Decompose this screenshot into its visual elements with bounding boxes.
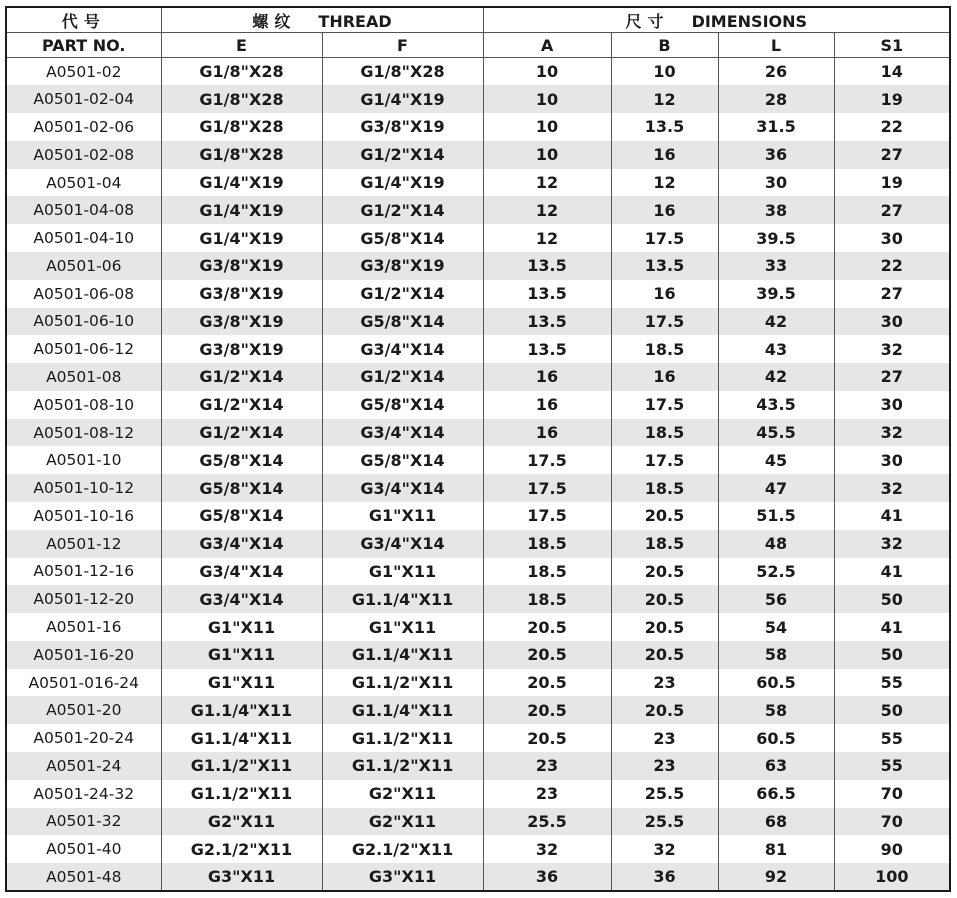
cell-dim-a: 18.5: [483, 558, 611, 586]
table-row: [6, 724, 950, 752]
cell-dim-l: 58: [718, 641, 834, 669]
cell-dim-a: 20.5: [483, 696, 611, 724]
cell-dim-l: 42: [718, 363, 834, 391]
cell-part-no: A0501-10-12: [6, 474, 161, 502]
header-column-row: [6, 33, 950, 58]
header-dimensions: [483, 7, 950, 33]
cell-thread-e: G1"X11: [161, 613, 322, 641]
cell-part-no: A0501-16-20: [6, 641, 161, 669]
cell-dim-b: 18.5: [611, 419, 718, 447]
cell-thread-f: G5/8"X14: [322, 391, 483, 419]
cell-dim-a: 20.5: [483, 641, 611, 669]
cell-thread-f: G3"X11: [322, 863, 483, 891]
cell-thread-e: G3/4"X14: [161, 585, 322, 613]
table-row: [6, 169, 950, 197]
cell-dim-b: 13.5: [611, 113, 718, 141]
cell-dim-a: 13.5: [483, 335, 611, 363]
header-col-b: B: [611, 33, 718, 58]
cell-dim-l: 31.5: [718, 113, 834, 141]
cell-dim-a: 23: [483, 752, 611, 780]
cell-thread-e: G1.1/4"X11: [161, 696, 322, 724]
cell-dim-a: 10: [483, 58, 611, 86]
cell-dim-l: 45: [718, 446, 834, 474]
cell-dim-s1: 70: [834, 780, 950, 808]
cell-thread-e: G1"X11: [161, 669, 322, 697]
cell-dim-s1: 32: [834, 474, 950, 502]
cell-dim-l: 68: [718, 808, 834, 836]
cell-thread-e: G3/8"X19: [161, 308, 322, 336]
cell-dim-l: 66.5: [718, 780, 834, 808]
cell-thread-e: G2.1/2"X11: [161, 835, 322, 863]
cell-thread-f: G2.1/2"X11: [322, 835, 483, 863]
cell-dim-s1: 50: [834, 696, 950, 724]
cell-dim-a: 18.5: [483, 585, 611, 613]
cell-dim-l: 58: [718, 696, 834, 724]
table-row: [6, 752, 950, 780]
cell-dim-a: 13.5: [483, 308, 611, 336]
table-row: [6, 780, 950, 808]
cell-dim-s1: 50: [834, 641, 950, 669]
cell-part-no: A0501-40: [6, 835, 161, 863]
cell-dim-s1: 27: [834, 280, 950, 308]
cell-dim-a: 17.5: [483, 446, 611, 474]
cell-thread-e: G1/4"X19: [161, 169, 322, 197]
header-thread: [161, 7, 483, 33]
cell-dim-s1: 70: [834, 808, 950, 836]
cell-thread-e: G1"X11: [161, 641, 322, 669]
header-dim-cn: 尺寸: [625, 11, 670, 31]
table-row: [6, 85, 950, 113]
cell-dim-a: 20.5: [483, 724, 611, 752]
cell-part-no: A0501-24-32: [6, 780, 161, 808]
cell-dim-s1: 27: [834, 196, 950, 224]
table-row: [6, 113, 950, 141]
table-row: [6, 641, 950, 669]
cell-thread-f: G2"X11: [322, 808, 483, 836]
header-col-f: F: [322, 33, 483, 58]
cell-dim-s1: 55: [834, 752, 950, 780]
header-code-cn: 代号: [6, 7, 161, 33]
table-row: [6, 808, 950, 836]
cell-thread-f: G1.1/2"X11: [322, 752, 483, 780]
cell-dim-a: 17.5: [483, 502, 611, 530]
cell-thread-f: G1.1/2"X11: [322, 669, 483, 697]
cell-dim-b: 20.5: [611, 696, 718, 724]
table-row: [6, 613, 950, 641]
cell-dim-s1: 30: [834, 446, 950, 474]
cell-part-no: A0501-10-16: [6, 502, 161, 530]
table-row: [6, 335, 950, 363]
cell-thread-f: G3/4"X14: [322, 530, 483, 558]
cell-thread-f: G1/2"X14: [322, 196, 483, 224]
cell-dim-l: 28: [718, 85, 834, 113]
cell-thread-e: G3/4"X14: [161, 530, 322, 558]
header-group-row: [6, 7, 950, 33]
table-row: [6, 669, 950, 697]
cell-part-no: A0501-08: [6, 363, 161, 391]
cell-dim-s1: 32: [834, 335, 950, 363]
cell-thread-e: G1.1/2"X11: [161, 752, 322, 780]
cell-dim-b: 36: [611, 863, 718, 891]
cell-dim-a: 20.5: [483, 613, 611, 641]
cell-thread-f: G2"X11: [322, 780, 483, 808]
cell-dim-a: 13.5: [483, 252, 611, 280]
cell-thread-e: G3/4"X14: [161, 558, 322, 586]
cell-dim-s1: 55: [834, 669, 950, 697]
cell-dim-l: 81: [718, 835, 834, 863]
cell-dim-l: 39.5: [718, 224, 834, 252]
cell-dim-a: 25.5: [483, 808, 611, 836]
cell-part-no: A0501-02-08: [6, 141, 161, 169]
table-row: [6, 530, 950, 558]
table-row: [6, 141, 950, 169]
cell-part-no: A0501-24: [6, 752, 161, 780]
cell-dim-a: 23: [483, 780, 611, 808]
cell-thread-f: G5/8"X14: [322, 224, 483, 252]
cell-part-no: A0501-48: [6, 863, 161, 891]
cell-thread-e: G1/2"X14: [161, 391, 322, 419]
cell-thread-f: G5/8"X14: [322, 446, 483, 474]
cell-dim-l: 39.5: [718, 280, 834, 308]
table-row: [6, 474, 950, 502]
cell-thread-f: G1/2"X14: [322, 280, 483, 308]
cell-part-no: A0501-02-04: [6, 85, 161, 113]
cell-dim-a: 12: [483, 196, 611, 224]
cell-dim-l: 26: [718, 58, 834, 86]
cell-part-no: A0501-04-10: [6, 224, 161, 252]
cell-dim-b: 20.5: [611, 502, 718, 530]
table-row: [6, 696, 950, 724]
cell-thread-f: G1/4"X19: [322, 169, 483, 197]
table-row: [6, 585, 950, 613]
header-dim-en: DIMENSIONS: [691, 11, 808, 31]
cell-thread-e: G5/8"X14: [161, 446, 322, 474]
cell-dim-b: 18.5: [611, 530, 718, 558]
cell-thread-e: G3/8"X19: [161, 252, 322, 280]
cell-dim-s1: 50: [834, 585, 950, 613]
header-thread-en: THREAD: [318, 11, 392, 31]
cell-part-no: A0501-16: [6, 613, 161, 641]
cell-dim-s1: 41: [834, 558, 950, 586]
cell-dim-a: 13.5: [483, 280, 611, 308]
cell-part-no: A0501-12-16: [6, 558, 161, 586]
table-row: [6, 502, 950, 530]
cell-dim-l: 30: [718, 169, 834, 197]
cell-thread-e: G3/8"X19: [161, 335, 322, 363]
cell-part-no: A0501-06-12: [6, 335, 161, 363]
cell-dim-l: 92: [718, 863, 834, 891]
cell-dim-b: 13.5: [611, 252, 718, 280]
cell-dim-b: 18.5: [611, 335, 718, 363]
cell-dim-s1: 41: [834, 502, 950, 530]
cell-dim-l: 43: [718, 335, 834, 363]
cell-thread-e: G1/2"X14: [161, 363, 322, 391]
cell-dim-s1: 32: [834, 419, 950, 447]
cell-dim-b: 23: [611, 752, 718, 780]
table-row: [6, 391, 950, 419]
cell-thread-e: G1/8"X28: [161, 113, 322, 141]
cell-part-no: A0501-06-08: [6, 280, 161, 308]
cell-dim-b: 12: [611, 169, 718, 197]
cell-dim-b: 20.5: [611, 558, 718, 586]
table-row: [6, 280, 950, 308]
cell-thread-f: G1/2"X14: [322, 363, 483, 391]
dimension-table: [5, 6, 951, 892]
table-row: [6, 863, 950, 891]
cell-dim-b: 18.5: [611, 474, 718, 502]
cell-part-no: A0501-06: [6, 252, 161, 280]
cell-thread-e: G1/4"X19: [161, 196, 322, 224]
cell-dim-l: 56: [718, 585, 834, 613]
table-row: [6, 363, 950, 391]
table-row: [6, 196, 950, 224]
cell-dim-b: 16: [611, 280, 718, 308]
cell-dim-l: 48: [718, 530, 834, 558]
cell-dim-s1: 30: [834, 308, 950, 336]
cell-part-no: A0501-04: [6, 169, 161, 197]
cell-dim-a: 32: [483, 835, 611, 863]
cell-dim-s1: 30: [834, 391, 950, 419]
cell-dim-a: 16: [483, 391, 611, 419]
cell-dim-b: 17.5: [611, 446, 718, 474]
cell-thread-f: G1/2"X14: [322, 141, 483, 169]
cell-dim-l: 42: [718, 308, 834, 336]
cell-thread-f: G3/4"X14: [322, 474, 483, 502]
cell-part-no: A0501-02-06: [6, 113, 161, 141]
cell-dim-b: 20.5: [611, 641, 718, 669]
cell-dim-a: 17.5: [483, 474, 611, 502]
cell-dim-b: 16: [611, 363, 718, 391]
cell-part-no: A0501-10: [6, 446, 161, 474]
cell-dim-b: 16: [611, 141, 718, 169]
cell-dim-b: 25.5: [611, 780, 718, 808]
cell-thread-e: G1/8"X28: [161, 58, 322, 86]
cell-dim-l: 33: [718, 252, 834, 280]
cell-thread-e: G5/8"X14: [161, 474, 322, 502]
cell-dim-s1: 27: [834, 363, 950, 391]
cell-part-no: A0501-08-10: [6, 391, 161, 419]
cell-dim-l: 47: [718, 474, 834, 502]
cell-dim-a: 36: [483, 863, 611, 891]
cell-part-no: A0501-20-24: [6, 724, 161, 752]
cell-dim-s1: 30: [834, 224, 950, 252]
cell-thread-e: G1/8"X28: [161, 141, 322, 169]
cell-part-no: A0501-32: [6, 808, 161, 836]
cell-dim-l: 54: [718, 613, 834, 641]
cell-dim-a: 10: [483, 113, 611, 141]
cell-dim-b: 17.5: [611, 308, 718, 336]
cell-part-no: A0501-12-20: [6, 585, 161, 613]
table-row: [6, 58, 950, 86]
cell-thread-f: G1"X11: [322, 558, 483, 586]
cell-part-no: A0501-04-08: [6, 196, 161, 224]
cell-thread-e: G3"X11: [161, 863, 322, 891]
table-row: [6, 446, 950, 474]
cell-thread-e: G5/8"X14: [161, 502, 322, 530]
cell-dim-a: 18.5: [483, 530, 611, 558]
cell-part-no: A0501-016-24: [6, 669, 161, 697]
cell-dim-b: 10: [611, 58, 718, 86]
cell-part-no: A0501-02: [6, 58, 161, 86]
cell-dim-l: 60.5: [718, 669, 834, 697]
cell-dim-s1: 19: [834, 85, 950, 113]
cell-dim-s1: 27: [834, 141, 950, 169]
cell-dim-b: 20.5: [611, 585, 718, 613]
cell-dim-b: 23: [611, 724, 718, 752]
cell-dim-s1: 22: [834, 113, 950, 141]
cell-thread-e: G1/4"X19: [161, 224, 322, 252]
cell-part-no: A0501-20: [6, 696, 161, 724]
table-row: [6, 252, 950, 280]
cell-thread-f: G3/4"X14: [322, 419, 483, 447]
header-thread-cn: 螺纹: [252, 11, 297, 31]
cell-thread-f: G1/8"X28: [322, 58, 483, 86]
cell-dim-a: 12: [483, 169, 611, 197]
cell-thread-f: G3/8"X19: [322, 252, 483, 280]
cell-dim-b: 17.5: [611, 391, 718, 419]
cell-thread-f: G1.1/4"X11: [322, 585, 483, 613]
cell-thread-f: G3/4"X14: [322, 335, 483, 363]
cell-dim-l: 60.5: [718, 724, 834, 752]
cell-dim-s1: 22: [834, 252, 950, 280]
cell-dim-b: 23: [611, 669, 718, 697]
cell-dim-l: 36: [718, 141, 834, 169]
cell-dim-s1: 55: [834, 724, 950, 752]
header-col-l: L: [718, 33, 834, 58]
cell-dim-a: 20.5: [483, 669, 611, 697]
cell-thread-e: G2"X11: [161, 808, 322, 836]
cell-thread-f: G1"X11: [322, 502, 483, 530]
cell-dim-l: 63: [718, 752, 834, 780]
cell-thread-e: G1.1/4"X11: [161, 724, 322, 752]
cell-dim-b: 17.5: [611, 224, 718, 252]
cell-dim-s1: 32: [834, 530, 950, 558]
cell-thread-f: G1.1/2"X11: [322, 724, 483, 752]
cell-thread-e: G1/2"X14: [161, 419, 322, 447]
cell-dim-l: 45.5: [718, 419, 834, 447]
cell-dim-a: 12: [483, 224, 611, 252]
cell-dim-a: 16: [483, 419, 611, 447]
cell-dim-b: 32: [611, 835, 718, 863]
table-row: [6, 419, 950, 447]
cell-thread-e: G3/8"X19: [161, 280, 322, 308]
cell-dim-a: 10: [483, 85, 611, 113]
cell-dim-b: 25.5: [611, 808, 718, 836]
cell-dim-s1: 14: [834, 58, 950, 86]
cell-dim-l: 51.5: [718, 502, 834, 530]
header-part-no: PART NO.: [6, 33, 161, 58]
cell-dim-a: 16: [483, 363, 611, 391]
cell-thread-f: G5/8"X14: [322, 308, 483, 336]
table-body: [6, 58, 950, 892]
cell-thread-f: G1.1/4"X11: [322, 696, 483, 724]
cell-thread-f: G3/8"X19: [322, 113, 483, 141]
cell-dim-a: 10: [483, 141, 611, 169]
header-col-e: E: [161, 33, 322, 58]
cell-part-no: A0501-12: [6, 530, 161, 558]
cell-part-no: A0501-06-10: [6, 308, 161, 336]
cell-thread-e: G1.1/2"X11: [161, 780, 322, 808]
cell-part-no: A0501-08-12: [6, 419, 161, 447]
table-row: [6, 308, 950, 336]
header-col-a: A: [483, 33, 611, 58]
cell-dim-b: 20.5: [611, 613, 718, 641]
cell-dim-l: 38: [718, 196, 834, 224]
cell-dim-l: 43.5: [718, 391, 834, 419]
cell-thread-f: G1/4"X19: [322, 85, 483, 113]
cell-thread-f: G1.1/4"X11: [322, 641, 483, 669]
cell-dim-s1: 41: [834, 613, 950, 641]
cell-dim-b: 12: [611, 85, 718, 113]
table-row: [6, 224, 950, 252]
cell-dim-s1: 90: [834, 835, 950, 863]
cell-dim-l: 52.5: [718, 558, 834, 586]
cell-dim-s1: 100: [834, 863, 950, 891]
table-row: [6, 835, 950, 863]
cell-thread-e: G1/8"X28: [161, 85, 322, 113]
cell-thread-f: G1"X11: [322, 613, 483, 641]
cell-dim-b: 16: [611, 196, 718, 224]
table-row: [6, 558, 950, 586]
header-col-s1: S1: [834, 33, 950, 58]
cell-dim-s1: 19: [834, 169, 950, 197]
